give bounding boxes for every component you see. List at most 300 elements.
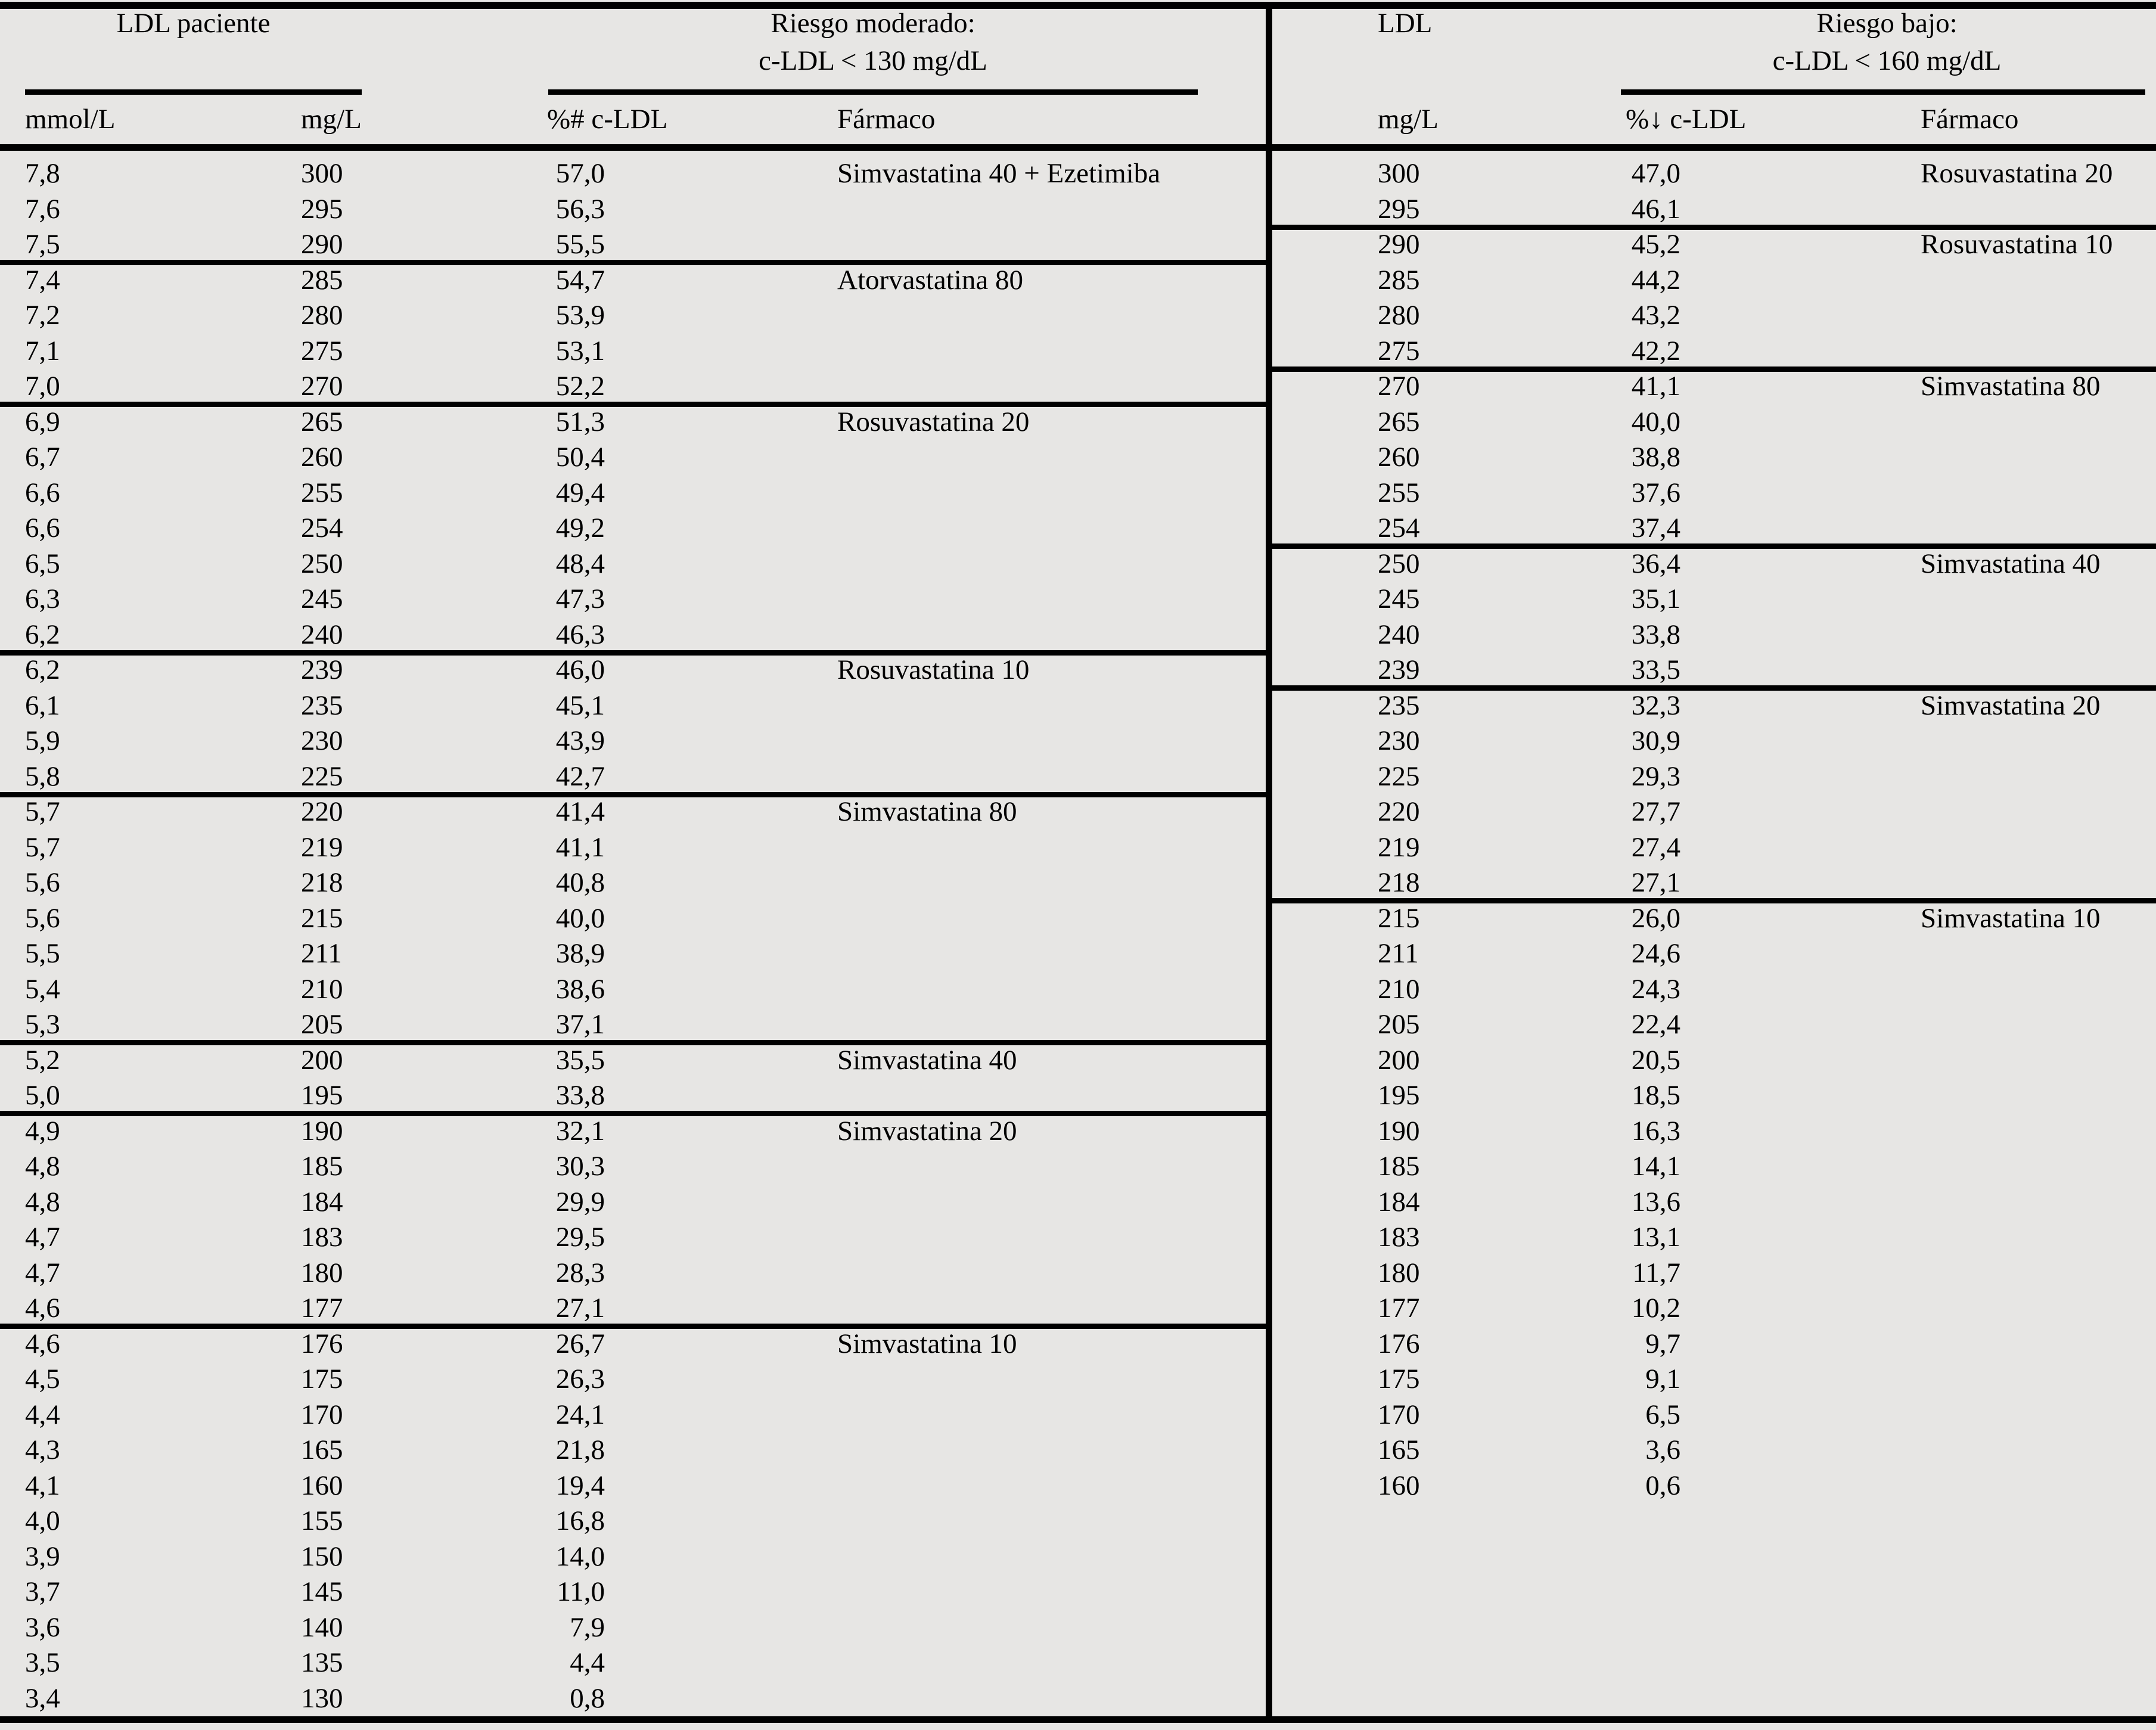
table-row [0, 1433, 1269, 1468]
mmol-cell: 4,0 [25, 1505, 60, 1536]
table-row [0, 511, 1269, 546]
table-row [1269, 156, 2156, 192]
table-row [1269, 653, 2156, 688]
mmol-cell: 7,8 [25, 158, 60, 189]
table-row [1269, 511, 2156, 546]
pct-cell: 46,1 [1631, 193, 1680, 225]
pct-cell: 18,5 [1631, 1080, 1680, 1111]
mg-cell: 240 [301, 619, 343, 650]
column-header-mmol: mmol/L [25, 104, 116, 135]
pct-cell: 40,0 [555, 902, 605, 934]
mg-cell: 225 [301, 760, 343, 792]
drug-cell: Rosuvastatina 10 [1921, 229, 2113, 260]
pct-cell: 6,5 [1645, 1399, 1680, 1430]
table-row [0, 192, 1269, 228]
mmol-cell: 6,3 [25, 583, 60, 614]
mg-cell: 218 [301, 867, 343, 898]
table-row [1269, 1433, 2156, 1468]
mg-cell: 185 [1378, 1151, 1420, 1182]
pct-cell: 41,1 [1631, 371, 1680, 402]
table-row [1269, 1256, 2156, 1291]
table-row [1269, 298, 2156, 334]
table-row [1269, 1078, 2156, 1114]
mmol-cell: 4,6 [25, 1293, 60, 1324]
table-row [1269, 1043, 2156, 1079]
table-row [0, 1220, 1269, 1256]
mg-cell: 219 [1378, 831, 1420, 863]
mg-cell: 254 [301, 513, 343, 543]
mg-cell: 185 [301, 1151, 343, 1182]
pct-cell: 55,5 [555, 229, 605, 260]
table-row [0, 1256, 1269, 1291]
table-row [1269, 263, 2156, 299]
table-row [1269, 1362, 2156, 1397]
mmol-cell: 7,0 [25, 371, 60, 402]
mmol-cell: 4,8 [25, 1186, 60, 1217]
pct-cell: 41,1 [555, 831, 605, 863]
mg-cell: 219 [301, 831, 343, 863]
pct-cell: 40,0 [1631, 406, 1680, 437]
table-row [0, 1291, 1269, 1327]
table-row [1269, 334, 2156, 369]
mg-cell: 183 [1378, 1222, 1420, 1253]
table-row [1269, 759, 2156, 795]
riesgo-moderado-underline [548, 89, 1198, 95]
pct-cell: 53,1 [555, 335, 605, 367]
mg-cell: 239 [301, 654, 343, 685]
pct-cell: 29,5 [555, 1222, 605, 1253]
drug-cell: Simvastatina 20 [1921, 689, 2101, 721]
pct-cell: 38,8 [1631, 442, 1680, 473]
mg-cell: 280 [1378, 300, 1420, 331]
mg-cell: 265 [301, 406, 343, 437]
column-header-farmaco-left: Fármaco [837, 104, 936, 135]
pct-cell: 47,0 [1631, 158, 1680, 189]
table-row [0, 369, 1269, 405]
mmol-cell: 4,5 [25, 1363, 60, 1394]
mg-cell: 177 [1378, 1293, 1420, 1324]
mmol-cell: 4,8 [25, 1151, 60, 1182]
table-row [1269, 688, 2156, 724]
table-row [1269, 192, 2156, 228]
mmol-cell: 3,5 [25, 1647, 60, 1678]
mg-cell: 275 [1378, 335, 1420, 367]
mg-cell: 180 [1378, 1257, 1420, 1288]
mmol-cell: 6,2 [25, 654, 60, 685]
pct-cell: 13,1 [1631, 1222, 1680, 1253]
drug-cell: Rosuvastatina 20 [1921, 158, 2113, 189]
left-group-title-riesgo-moderado [548, 5, 1198, 80]
table-row [1269, 476, 2156, 511]
riesgo-moderado-line1: Riesgo moderado: [771, 8, 976, 39]
mmol-cell: 5,4 [25, 973, 60, 1005]
table-row [0, 901, 1269, 937]
table-row [0, 1327, 1269, 1362]
table-row [1269, 723, 2156, 759]
mg-cell: 218 [1378, 867, 1420, 898]
table-row [1269, 617, 2156, 653]
mg-cell: 195 [1378, 1080, 1420, 1111]
mmol-cell: 4,7 [25, 1222, 60, 1253]
table-row [1269, 227, 2156, 263]
pct-cell: 35,5 [555, 1044, 605, 1076]
mmol-cell: 6,6 [25, 477, 60, 508]
table-row [0, 440, 1269, 476]
right-group-title-ldl: LDL [1378, 8, 1433, 39]
mg-cell: 215 [1378, 902, 1420, 934]
right-table-rows [1269, 156, 2156, 1504]
pct-cell: 42,7 [555, 760, 605, 792]
mg-cell: 135 [301, 1647, 343, 1678]
table-row [0, 156, 1269, 192]
pct-cell: 27,4 [1631, 831, 1680, 863]
mg-cell: 270 [1378, 371, 1420, 402]
mmol-cell: 5,8 [25, 760, 60, 792]
drug-cell: Rosuvastatina 20 [837, 406, 1030, 437]
mg-cell: 180 [301, 1257, 343, 1288]
pct-cell: 28,3 [555, 1257, 605, 1288]
mg-cell: 260 [301, 442, 343, 473]
mmol-cell: 5,7 [25, 831, 60, 863]
pct-cell: 45,2 [1631, 229, 1680, 260]
pct-cell: 24,1 [555, 1399, 605, 1430]
mg-cell: 300 [301, 158, 343, 189]
pct-cell: 19,4 [555, 1470, 605, 1501]
mmol-cell: 5,7 [25, 796, 60, 827]
drug-cell: Simvastatina 20 [837, 1115, 1017, 1147]
mg-cell: 290 [1378, 229, 1420, 260]
drug-cell: Rosuvastatina 10 [837, 654, 1030, 685]
table-row [0, 1539, 1269, 1575]
table-row [0, 582, 1269, 617]
table-row [0, 334, 1269, 369]
mg-cell: 215 [301, 902, 343, 934]
mmol-cell: 3,9 [25, 1540, 60, 1572]
pct-cell: 27,7 [1631, 796, 1680, 827]
pct-cell: 32,1 [555, 1115, 605, 1147]
mg-cell: 275 [301, 335, 343, 367]
table-row [0, 1504, 1269, 1539]
table-row [1269, 369, 2156, 405]
mg-cell: 280 [301, 300, 343, 331]
mg-cell: 211 [301, 938, 342, 969]
pct-cell: 57,0 [555, 158, 605, 189]
mg-cell: 177 [301, 1293, 343, 1324]
table-row [1269, 936, 2156, 972]
mg-cell: 170 [301, 1399, 343, 1430]
table-row [0, 936, 1269, 972]
mg-cell: 285 [1378, 264, 1420, 296]
column-header-pct-right: %↓ c-LDL [1626, 104, 1747, 135]
mmol-cell: 5,6 [25, 902, 60, 934]
pct-cell: 0,8 [570, 1682, 605, 1714]
pct-cell: 33,8 [555, 1080, 605, 1111]
pct-cell: 37,1 [555, 1009, 605, 1040]
pct-cell: 16,3 [1631, 1115, 1680, 1147]
table-row [0, 1185, 1269, 1220]
mmol-cell: 5,6 [25, 867, 60, 898]
table-row [0, 405, 1269, 440]
pct-cell: 50,4 [555, 442, 605, 473]
pct-cell: 44,2 [1631, 264, 1680, 296]
table-row [0, 759, 1269, 795]
mg-cell: 235 [301, 689, 343, 721]
mg-cell: 225 [1378, 760, 1420, 792]
pct-cell: 24,6 [1631, 938, 1680, 969]
mmol-cell: 7,4 [25, 264, 60, 296]
table-row [1269, 1185, 2156, 1220]
pct-cell: 11,0 [557, 1576, 605, 1607]
mg-cell: 250 [301, 548, 343, 579]
table-row [0, 263, 1269, 299]
pct-cell: 29,9 [555, 1186, 605, 1217]
pct-cell: 30,9 [1631, 725, 1680, 756]
table-row [1269, 865, 2156, 901]
pct-cell: 10,2 [1631, 1293, 1680, 1324]
mmol-cell: 5,2 [25, 1044, 60, 1076]
table-row [0, 723, 1269, 759]
mmol-cell: 5,9 [25, 725, 60, 756]
mmol-cell: 7,2 [25, 300, 60, 331]
mmol-cell: 7,5 [25, 229, 60, 260]
left-table-rows [0, 156, 1269, 1716]
table-row [0, 1078, 1269, 1114]
table-row [1269, 830, 2156, 866]
pct-cell: 42,2 [1631, 335, 1680, 367]
drug-cell: Simvastatina 80 [1921, 371, 2101, 402]
mmol-cell: 7,1 [25, 335, 60, 367]
table-row [0, 227, 1269, 263]
table-row [0, 617, 1269, 653]
mg-cell: 295 [1378, 193, 1420, 225]
mg-cell: 160 [301, 1470, 343, 1501]
pct-cell: 22,4 [1631, 1009, 1680, 1040]
table-row [1269, 546, 2156, 582]
mg-cell: 285 [301, 264, 343, 296]
mg-cell: 183 [301, 1222, 343, 1253]
pct-cell: 49,4 [555, 477, 605, 508]
table-row [0, 688, 1269, 724]
riesgo-moderado-line2: c-LDL < 130 mg/dL [759, 45, 987, 76]
pct-cell: 49,2 [555, 513, 605, 543]
table-row [1269, 901, 2156, 937]
table-row [0, 1681, 1269, 1717]
table-row [1269, 582, 2156, 617]
table-row [0, 794, 1269, 830]
mg-cell: 211 [1378, 938, 1419, 969]
pct-cell: 43,2 [1631, 300, 1680, 331]
drug-cell: Simvastatina 10 [837, 1328, 1017, 1359]
drug-cell: Simvastatina 40 + Ezetimiba [837, 158, 1161, 189]
table-row [0, 972, 1269, 1008]
mmol-cell: 6,1 [25, 689, 60, 721]
table-row [1269, 1327, 2156, 1362]
table-row [1269, 405, 2156, 440]
mg-cell: 200 [1378, 1044, 1420, 1076]
mmol-cell: 4,3 [25, 1434, 60, 1465]
mg-cell: 140 [301, 1611, 343, 1643]
pct-cell: 21,8 [555, 1434, 605, 1465]
pct-cell: 47,3 [555, 583, 605, 614]
riesgo-bajo-underline [1621, 89, 2145, 95]
pct-cell: 3,6 [1645, 1434, 1680, 1465]
mmol-cell: 4,4 [25, 1399, 60, 1430]
panel-low-risk [1269, 0, 2156, 1730]
pct-cell: 56,3 [555, 193, 605, 225]
drug-cell: Atorvastatina 80 [837, 264, 1023, 296]
mmol-cell: 6,2 [25, 619, 60, 650]
pct-cell: 7,9 [570, 1611, 605, 1643]
pct-cell: 46,0 [555, 654, 605, 685]
mmol-cell: 4,6 [25, 1328, 60, 1359]
table-row [0, 1397, 1269, 1433]
mg-cell: 230 [301, 725, 343, 756]
pct-cell: 40,8 [555, 867, 605, 898]
pct-cell: 33,8 [1631, 619, 1680, 650]
mg-cell: 240 [1378, 619, 1420, 650]
mg-cell: 245 [301, 583, 343, 614]
mg-cell: 265 [1378, 406, 1420, 437]
drug-cell: Simvastatina 40 [837, 1044, 1017, 1076]
table-row [0, 830, 1269, 866]
mg-cell: 230 [1378, 725, 1420, 756]
pct-cell: 43,9 [555, 725, 605, 756]
table-row [1269, 1397, 2156, 1433]
mg-cell: 200 [301, 1044, 343, 1076]
mg-cell: 176 [1378, 1328, 1420, 1359]
drug-cell: Simvastatina 80 [837, 796, 1017, 827]
right-group-title-riesgo-bajo [1621, 5, 2153, 80]
mmol-cell: 4,9 [25, 1115, 60, 1147]
mg-cell: 210 [1378, 973, 1420, 1005]
table-row [1269, 1220, 2156, 1256]
mg-cell: 300 [1378, 158, 1420, 189]
mg-cell: 175 [301, 1363, 343, 1394]
pct-cell: 45,1 [555, 689, 605, 721]
pct-cell: 37,6 [1631, 477, 1680, 508]
table-row [1269, 1291, 2156, 1327]
table-row [0, 1645, 1269, 1681]
mg-cell: 255 [301, 477, 343, 508]
pct-cell: 36,4 [1631, 548, 1680, 579]
mg-cell: 190 [301, 1115, 343, 1147]
mg-cell: 205 [1378, 1009, 1420, 1040]
mg-cell: 160 [1378, 1470, 1420, 1501]
pct-cell: 37,4 [1631, 513, 1680, 543]
pct-cell: 30,3 [555, 1151, 605, 1182]
table-row [0, 1043, 1269, 1079]
mmol-cell: 3,7 [25, 1576, 60, 1607]
column-header-farmaco-right: Fármaco [1921, 104, 2019, 135]
column-header-mg-right: mg/L [1378, 104, 1439, 135]
mg-cell: 195 [301, 1080, 343, 1111]
mg-cell: 220 [1378, 796, 1420, 827]
mmol-cell: 5,0 [25, 1080, 60, 1111]
table-row [0, 1574, 1269, 1610]
table-row [0, 476, 1269, 511]
pct-cell: 13,6 [1631, 1186, 1680, 1217]
table-row [0, 1362, 1269, 1397]
mmol-cell: 6,5 [25, 548, 60, 579]
pct-cell: 14,0 [555, 1540, 605, 1572]
left-group-title-ldl-paciente: LDL paciente [116, 8, 271, 39]
pct-cell: 33,5 [1631, 654, 1680, 685]
mg-cell: 239 [1378, 654, 1420, 685]
pct-cell: 26,7 [555, 1328, 605, 1359]
table-row [1269, 1007, 2156, 1043]
pct-cell: 51,3 [555, 406, 605, 437]
mg-cell: 295 [301, 193, 343, 225]
mg-cell: 155 [301, 1505, 343, 1536]
pct-cell: 26,3 [555, 1363, 605, 1394]
pct-cell: 38,9 [555, 938, 605, 969]
pct-cell: 0,6 [1645, 1470, 1680, 1501]
mmol-cell: 4,1 [25, 1470, 60, 1501]
pct-cell: 38,6 [555, 973, 605, 1005]
riesgo-bajo-line1: Riesgo bajo: [1816, 8, 1958, 39]
pct-cell: 46,3 [555, 619, 605, 650]
mg-cell: 130 [301, 1682, 343, 1714]
mg-cell: 190 [1378, 1115, 1420, 1147]
mg-cell: 245 [1378, 583, 1420, 614]
column-header-mg-left: mg/L [301, 104, 362, 135]
table-row [1269, 1114, 2156, 1150]
ldl-paciente-underline [25, 89, 362, 95]
mg-cell: 170 [1378, 1399, 1420, 1430]
table-row [0, 865, 1269, 901]
mg-cell: 205 [301, 1009, 343, 1040]
mg-cell: 254 [1378, 513, 1420, 543]
mmol-cell: 6,7 [25, 442, 60, 473]
table-row [1269, 1149, 2156, 1185]
mg-cell: 255 [1378, 477, 1420, 508]
column-header-pct-left: %# c-LDL [547, 104, 668, 135]
mg-cell: 290 [301, 229, 343, 260]
pct-cell: 52,2 [555, 371, 605, 402]
table-row [1269, 794, 2156, 830]
mg-cell: 270 [301, 371, 343, 402]
mmol-cell: 3,4 [25, 1682, 60, 1714]
mg-cell: 175 [1378, 1363, 1420, 1394]
mg-cell: 150 [301, 1540, 343, 1572]
mg-cell: 220 [301, 796, 343, 827]
pct-cell: 14,1 [1631, 1151, 1680, 1182]
pct-cell: 48,4 [555, 548, 605, 579]
pct-cell: 32,3 [1631, 689, 1680, 721]
pct-cell: 16,8 [555, 1505, 605, 1536]
table-row [0, 1007, 1269, 1043]
mg-cell: 165 [301, 1434, 343, 1465]
mg-cell: 235 [1378, 689, 1420, 721]
table-row [0, 1610, 1269, 1646]
mmol-cell: 6,6 [25, 513, 60, 543]
pct-cell: 27,1 [1631, 867, 1680, 898]
pct-cell: 35,1 [1631, 583, 1680, 614]
mmol-cell: 4,7 [25, 1257, 60, 1288]
riesgo-bajo-line2: c-LDL < 160 mg/dL [1772, 45, 2002, 76]
pct-cell: 24,3 [1631, 973, 1680, 1005]
pct-cell: 54,7 [555, 264, 605, 296]
mg-cell: 165 [1378, 1434, 1420, 1465]
mg-cell: 260 [1378, 442, 1420, 473]
table-row [0, 1468, 1269, 1504]
drug-cell: Simvastatina 40 [1921, 548, 2101, 579]
pct-cell: 20,5 [1631, 1044, 1680, 1076]
table-row [1269, 972, 2156, 1008]
mmol-cell: 6,9 [25, 406, 60, 437]
mmol-cell: 7,6 [25, 193, 60, 225]
drug-cell: Simvastatina 10 [1921, 902, 2101, 934]
